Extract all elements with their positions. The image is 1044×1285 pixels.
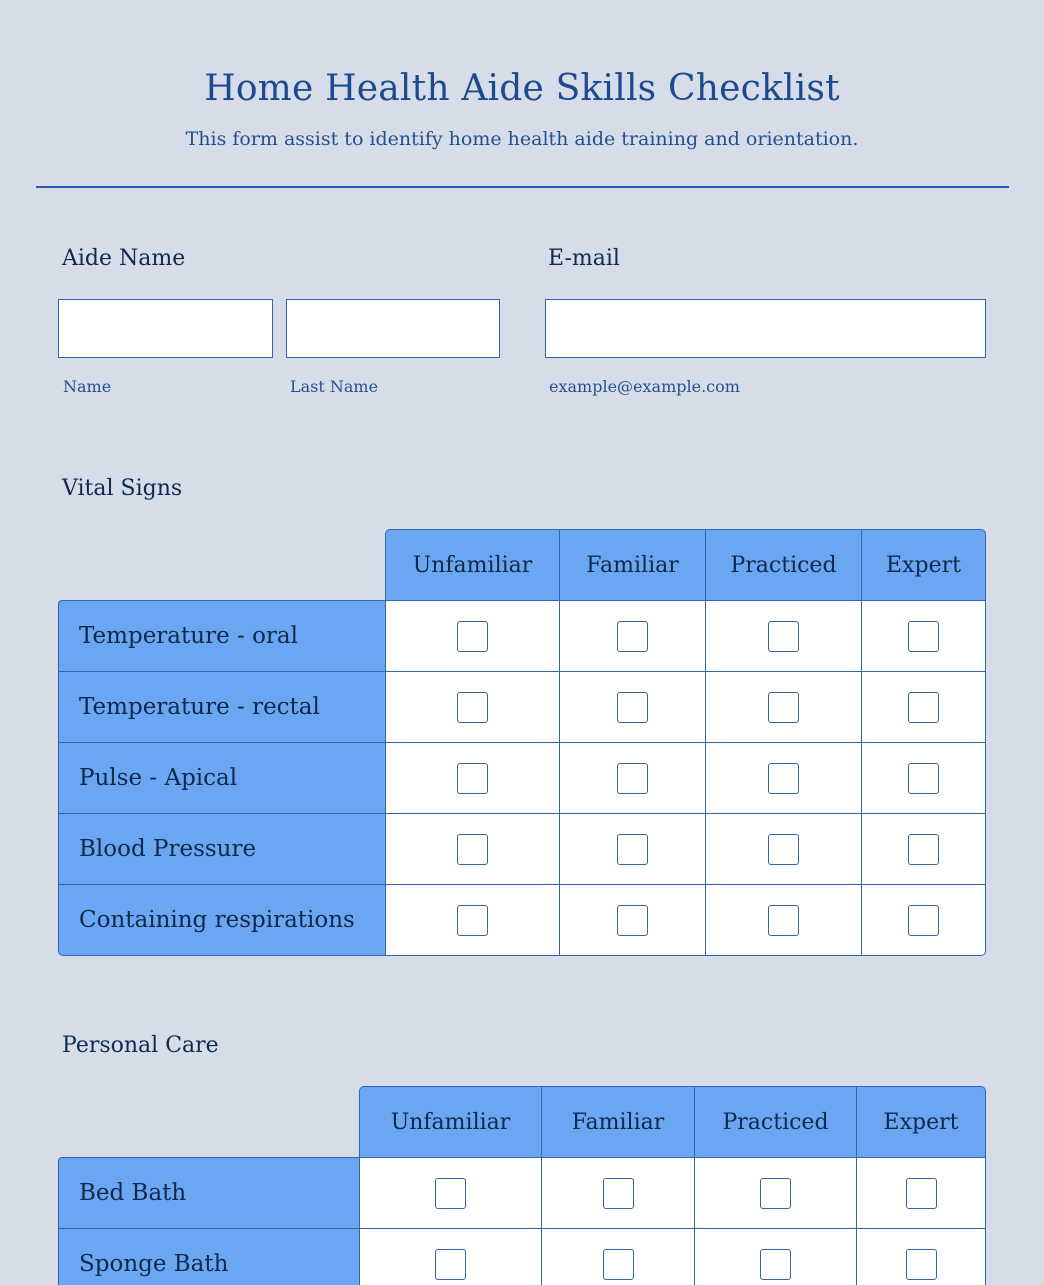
email-input[interactable] xyxy=(545,299,986,358)
matrix-cell xyxy=(861,671,986,743)
column-header-expert: Expert xyxy=(861,529,986,601)
checkbox-containing-respirations-unfamiliar[interactable] xyxy=(457,905,488,936)
email-label: E-mail xyxy=(548,246,620,271)
matrix-cell xyxy=(559,813,706,885)
matrix-cell xyxy=(856,1157,986,1229)
matrix-cell xyxy=(861,742,986,814)
header-divider xyxy=(36,186,1009,188)
page-subtitle: This form assist to identify home health aide training and orientation. xyxy=(185,128,859,150)
row-label-temperature-rectal: Temperature - rectal xyxy=(58,671,385,743)
matrix-cell xyxy=(694,1157,857,1229)
column-header-practiced: Practiced xyxy=(705,529,862,601)
page-title: Home Health Aide Skills Checklist xyxy=(204,68,840,109)
checkbox-blood-pressure-expert[interactable] xyxy=(908,834,939,865)
checkbox-pulse-apical-familiar[interactable] xyxy=(617,763,648,794)
checkbox-pulse-apical-practiced[interactable] xyxy=(768,763,799,794)
checkbox-sponge-bath-unfamiliar[interactable] xyxy=(435,1249,466,1280)
first-name-input[interactable] xyxy=(58,299,273,358)
matrix-row xyxy=(58,1229,986,1285)
last-name-sublabel: Last Name xyxy=(290,377,379,396)
checkbox-temperature-rectal-expert[interactable] xyxy=(908,692,939,723)
matrix-cell xyxy=(705,884,862,956)
first-name-sublabel: Name xyxy=(63,377,112,396)
row-label-temperature-oral: Temperature - oral xyxy=(58,600,385,672)
checkbox-temperature-rectal-unfamiliar[interactable] xyxy=(457,692,488,723)
matrix-row xyxy=(58,885,986,956)
matrix-cell xyxy=(559,742,706,814)
row-label-bed-bath: Bed Bath xyxy=(58,1157,359,1229)
column-header-familiar: Familiar xyxy=(559,529,706,601)
matrix-cell xyxy=(705,600,862,672)
matrix-row xyxy=(58,601,986,672)
column-header-unfamiliar: Unfamiliar xyxy=(359,1086,542,1158)
matrix-cell xyxy=(861,813,986,885)
checkbox-blood-pressure-familiar[interactable] xyxy=(617,834,648,865)
row-label-blood-pressure: Blood Pressure xyxy=(58,813,385,885)
checkbox-sponge-bath-practiced[interactable] xyxy=(760,1249,791,1280)
matrix-cell xyxy=(541,1157,695,1229)
checkbox-temperature-rectal-familiar[interactable] xyxy=(617,692,648,723)
matrix-cell xyxy=(705,671,862,743)
matrix-cell xyxy=(385,884,560,956)
matrix-cell xyxy=(385,600,560,672)
row-label-pulse-apical: Pulse - Apical xyxy=(58,742,385,814)
matrix-cell xyxy=(359,1228,542,1285)
matrix-cell xyxy=(705,742,862,814)
matrix-cell xyxy=(559,884,706,956)
checkbox-sponge-bath-expert[interactable] xyxy=(906,1249,937,1280)
column-header-expert: Expert xyxy=(856,1086,986,1158)
checkbox-temperature-oral-unfamiliar[interactable] xyxy=(457,621,488,652)
checkbox-temperature-rectal-practiced[interactable] xyxy=(768,692,799,723)
checkbox-bed-bath-practiced[interactable] xyxy=(760,1178,791,1209)
checkbox-containing-respirations-practiced[interactable] xyxy=(768,905,799,936)
matrix-cell xyxy=(385,742,560,814)
matrix-row xyxy=(58,1158,986,1229)
column-header-unfamiliar: Unfamiliar xyxy=(385,529,560,601)
checkbox-temperature-oral-practiced[interactable] xyxy=(768,621,799,652)
checkbox-blood-pressure-unfamiliar[interactable] xyxy=(457,834,488,865)
matrix-cell xyxy=(559,600,706,672)
checkbox-pulse-apical-unfamiliar[interactable] xyxy=(457,763,488,794)
checkbox-bed-bath-familiar[interactable] xyxy=(603,1178,634,1209)
checkbox-containing-respirations-expert[interactable] xyxy=(908,905,939,936)
matrix-cell xyxy=(861,600,986,672)
checkbox-temperature-oral-expert[interactable] xyxy=(908,621,939,652)
personal-care-title: Personal Care xyxy=(62,1033,219,1058)
matrix-header-row xyxy=(385,529,986,601)
row-label-sponge-bath: Sponge Bath xyxy=(58,1228,359,1285)
email-sublabel: example@example.com xyxy=(549,377,740,396)
matrix-cell xyxy=(385,671,560,743)
checkbox-blood-pressure-practiced[interactable] xyxy=(768,834,799,865)
matrix-header-row xyxy=(359,1086,986,1158)
matrix-cell xyxy=(705,813,862,885)
checkbox-temperature-oral-familiar[interactable] xyxy=(617,621,648,652)
matrix-cell xyxy=(541,1228,695,1285)
checkbox-bed-bath-expert[interactable] xyxy=(906,1178,937,1209)
matrix-cell xyxy=(385,813,560,885)
aide-name-label: Aide Name xyxy=(62,246,186,271)
checkbox-containing-respirations-familiar[interactable] xyxy=(617,905,648,936)
last-name-input[interactable] xyxy=(286,299,500,358)
checkbox-pulse-apical-expert[interactable] xyxy=(908,763,939,794)
matrix-row xyxy=(58,672,986,743)
vital-signs-title: Vital Signs xyxy=(62,476,183,501)
checkbox-bed-bath-unfamiliar[interactable] xyxy=(435,1178,466,1209)
matrix-row xyxy=(58,743,986,814)
matrix-cell xyxy=(861,884,986,956)
matrix-cell xyxy=(856,1228,986,1285)
matrix-cell xyxy=(694,1228,857,1285)
row-label-containing-respirations: Containing respirations xyxy=(58,884,385,956)
column-header-practiced: Practiced xyxy=(694,1086,857,1158)
matrix-row xyxy=(58,814,986,885)
checkbox-sponge-bath-familiar[interactable] xyxy=(603,1249,634,1280)
column-header-familiar: Familiar xyxy=(541,1086,695,1158)
matrix-cell xyxy=(559,671,706,743)
matrix-cell xyxy=(359,1157,542,1229)
